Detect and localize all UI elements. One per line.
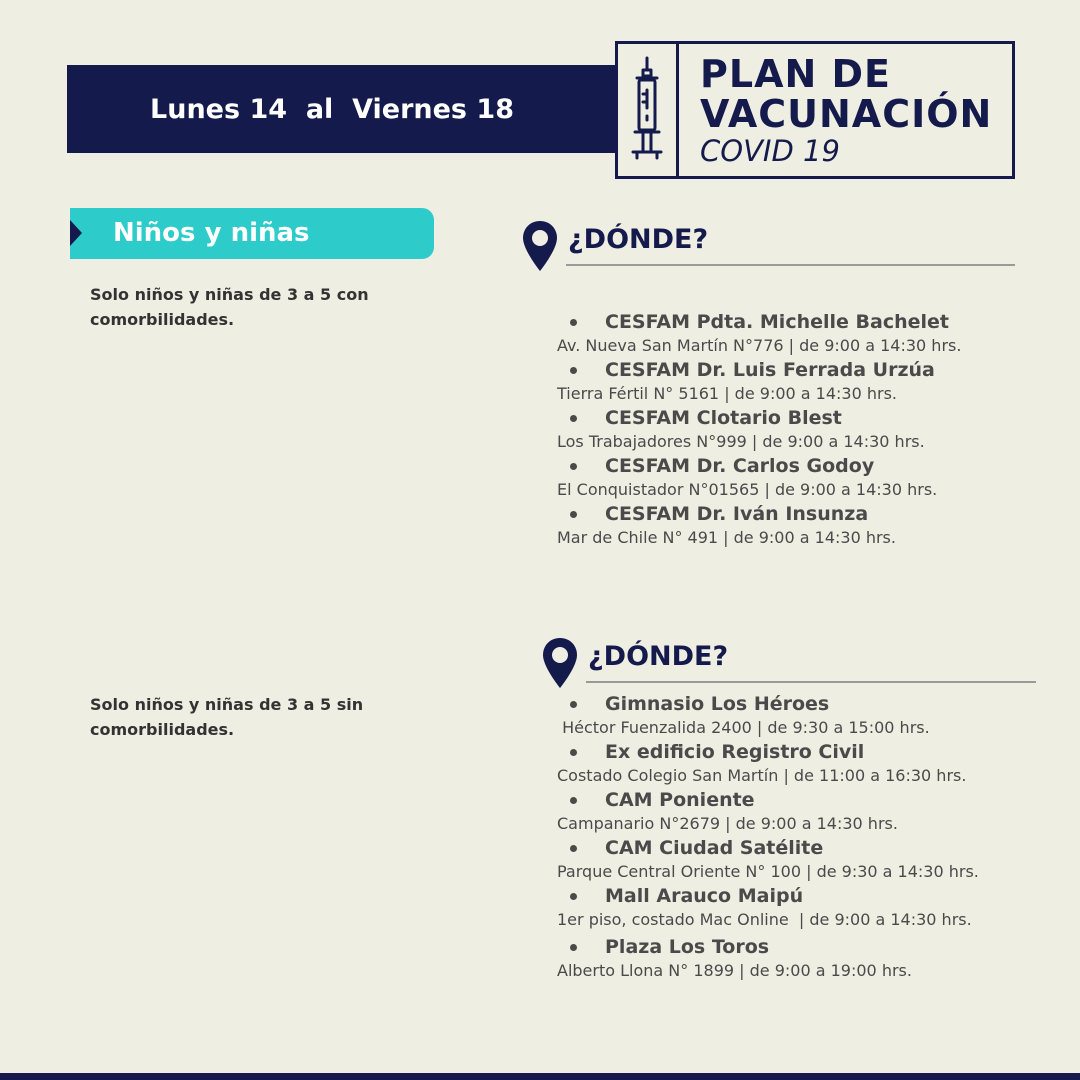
category-label: Niños y niñas — [113, 218, 310, 248]
divider — [566, 264, 1015, 266]
location-list — [557, 692, 979, 983]
location-pin-icon — [522, 220, 558, 272]
location-name: Plaza Los Toros — [557, 935, 979, 959]
divider — [586, 681, 1036, 683]
location-detail: Campanario N°2679 | de 9:00 a 14:30 hrs. — [557, 814, 898, 833]
group-description: Solo niños y niñas de 3 a 5 sin comorbilidades. — [90, 695, 364, 739]
location-name: CESFAM Dr. Carlos Godoy — [557, 454, 961, 478]
location-name: Mall Arauco Maipú — [557, 884, 979, 908]
location-name: CESFAM Clotario Blest — [557, 406, 961, 430]
list-item — [557, 788, 979, 836]
location-detail: Mar de Chile N° 491 | de 9:00 a 14:30 hrs. — [557, 528, 896, 547]
location-list — [557, 310, 961, 550]
location-detail: Costado Colegio San Martín | de 11:00 a 16:30 hrs. — [557, 766, 967, 785]
where-title: ¿DÓNDE? — [588, 641, 729, 672]
date-range: Lunes 14 al Viernes 18 — [150, 93, 514, 125]
location-name: Ex edificio Registro Civil — [557, 740, 979, 764]
syringe-icon — [627, 54, 667, 166]
location-name: CESFAM Dr. Luis Ferrada Urzúa — [557, 358, 961, 382]
location-detail: 1er piso, costado Mac Online | de 9:00 a 14:30 hrs. — [557, 910, 972, 929]
location-detail: Parque Central Oriente N° 100 | de 9:30 a 14:30 hrs. — [557, 862, 979, 881]
where-title: ¿DÓNDE? — [568, 224, 709, 255]
location-detail: Alberto Llona N° 1899 | de 9:00 a 19:00 hrs. — [557, 961, 912, 980]
location-detail: Héctor Fuenzalida 2400 | de 9:30 a 15:00 hrs. — [557, 718, 930, 737]
logo-subtitle: COVID 19 — [700, 134, 840, 168]
list-item — [557, 502, 961, 550]
list-item — [557, 454, 961, 502]
list-item — [557, 935, 979, 983]
location-detail: Los Trabajadores N°999 | de 9:00 a 14:30 hrs. — [557, 432, 925, 451]
location-name: CAM Ciudad Satélite — [557, 836, 979, 860]
location-detail: El Conquistador N°01565 | de 9:00 a 14:30 hrs. — [557, 480, 938, 499]
list-item — [557, 310, 961, 358]
location-name: Gimnasio Los Héroes — [557, 692, 979, 716]
location-detail: Tierra Fértil N° 5161 | de 9:00 a 14:30 hrs. — [557, 384, 897, 403]
footer-bar — [0, 1073, 1080, 1080]
list-item — [557, 692, 979, 740]
logo-title-line2: VACUNACIÓN — [700, 92, 993, 136]
location-name: CESFAM Dr. Iván Insunza — [557, 502, 961, 526]
campaign-logo — [615, 41, 1015, 179]
location-detail: Av. Nueva San Martín N°776 | de 9:00 a 14:30 hrs. — [557, 336, 962, 355]
list-item — [557, 884, 979, 932]
location-pin-icon — [542, 637, 578, 689]
date-banner — [67, 65, 617, 153]
list-item — [557, 836, 979, 884]
logo-title-line1: PLAN DE — [700, 52, 892, 96]
location-name: CESFAM Pdta. Michelle Bachelet — [557, 310, 961, 334]
list-item — [557, 358, 961, 406]
list-item — [557, 406, 961, 454]
category-tag — [70, 208, 434, 259]
logo-icon-cell — [618, 44, 679, 176]
pill-arrow-icon — [70, 220, 82, 246]
location-name: CAM Poniente — [557, 788, 979, 812]
group-description: Solo niños y niñas de 3 a 5 con comorbilidades. — [90, 285, 369, 329]
list-item — [557, 740, 979, 788]
